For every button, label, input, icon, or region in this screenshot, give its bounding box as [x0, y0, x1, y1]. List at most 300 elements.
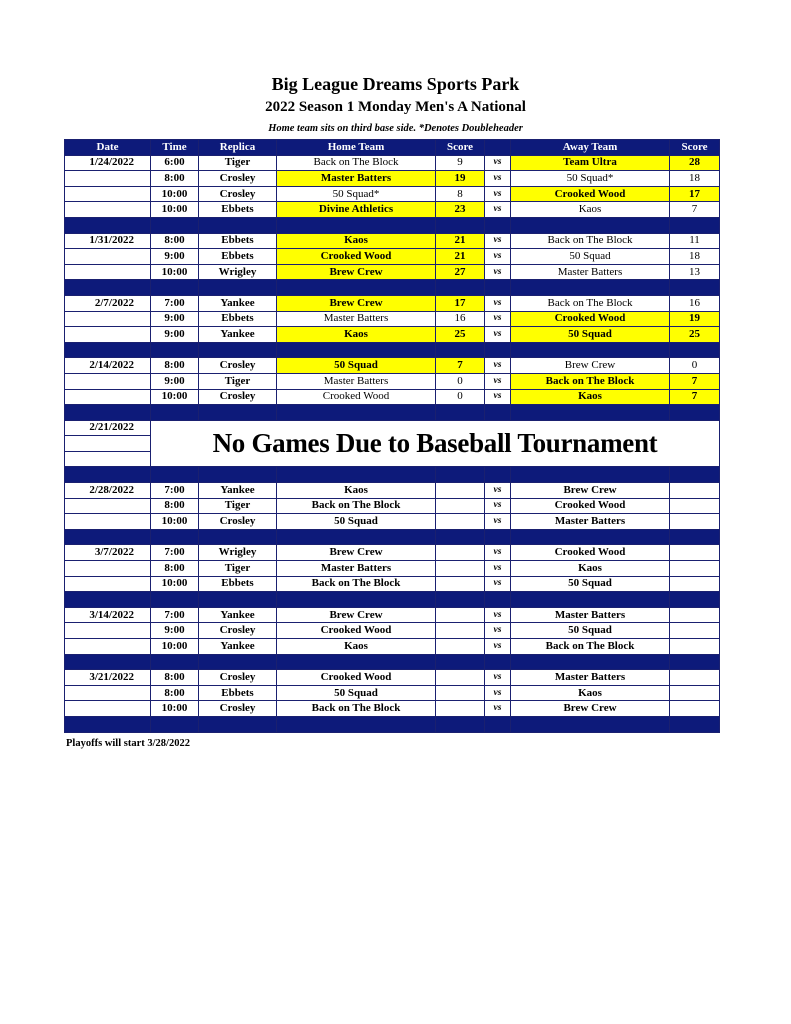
home-score-cell [436, 685, 485, 701]
separator-cell [485, 280, 511, 296]
separator-cell [485, 716, 511, 732]
page-subtitle: 2022 Season 1 Monday Men's A National [265, 99, 526, 115]
separator-row [65, 467, 720, 483]
home-team-cell: Master Batters [277, 311, 436, 327]
separator-cell [511, 405, 670, 421]
game-row [65, 155, 720, 171]
replica-cell: Tiger [199, 498, 277, 514]
away-score-cell [670, 561, 720, 577]
vs-label: vs [485, 327, 511, 343]
time-cell: 9:00 [151, 373, 199, 389]
home-team-cell: Crooked Wood [277, 389, 436, 405]
vs-label: vs [485, 623, 511, 639]
away-team-cell: Crooked Wood [511, 186, 670, 202]
separator-cell [436, 592, 485, 608]
replica-cell: Ebbets [199, 233, 277, 249]
separator-cell [199, 280, 277, 296]
home-team-cell: Back on The Block [277, 701, 436, 717]
replica-cell: Crosley [199, 389, 277, 405]
no-games-message: No Games Due to Baseball Tournament [151, 420, 720, 467]
separator-cell [151, 654, 199, 670]
away-score-cell [670, 670, 720, 686]
home-score-cell [436, 576, 485, 592]
separator-cell [277, 716, 436, 732]
home-team-cell: 50 Squad* [277, 186, 436, 202]
time-cell: 10:00 [151, 701, 199, 717]
game-row [65, 498, 720, 514]
game-row [65, 186, 720, 202]
time-cell: 10:00 [151, 186, 199, 202]
replica-cell: Crosley [199, 623, 277, 639]
separator-cell [151, 592, 199, 608]
away-team-cell: Brew Crew [511, 701, 670, 717]
home-team-cell: Brew Crew [277, 545, 436, 561]
game-row [65, 607, 720, 623]
vs-label: vs [485, 373, 511, 389]
separator-cell [485, 342, 511, 358]
away-team-cell: Back on The Block [511, 233, 670, 249]
home-team-cell: 50 Squad [277, 685, 436, 701]
separator-cell [436, 654, 485, 670]
separator-cell [151, 529, 199, 545]
date-cell [65, 249, 151, 265]
away-score-cell [670, 483, 720, 499]
separator-cell [65, 592, 151, 608]
home-score-cell [436, 639, 485, 655]
date-cell [65, 561, 151, 577]
separator-cell [485, 529, 511, 545]
no-games-row [65, 420, 720, 436]
date-cell: 2/14/2022 [65, 358, 151, 374]
away-score-cell: 7 [670, 373, 720, 389]
separator-cell [277, 342, 436, 358]
away-team-cell: Master Batters [511, 670, 670, 686]
game-row [65, 202, 720, 218]
separator-cell [65, 217, 151, 233]
separator-cell [277, 467, 436, 483]
time-cell: 8:00 [151, 685, 199, 701]
game-row [65, 685, 720, 701]
separator-cell [277, 654, 436, 670]
home-team-cell: Back on The Block [277, 498, 436, 514]
away-team-cell: Kaos [511, 202, 670, 218]
date-cell [65, 639, 151, 655]
replica-cell: Wrigley [199, 264, 277, 280]
home-score-cell [436, 670, 485, 686]
away-team-cell: Brew Crew [511, 483, 670, 499]
home-score-cell: 9 [436, 155, 485, 171]
home-score-cell: 7 [436, 358, 485, 374]
replica-cell: Tiger [199, 373, 277, 389]
vs-label: vs [485, 186, 511, 202]
home-score-cell: 23 [436, 202, 485, 218]
schedule-table [64, 139, 720, 733]
date-cell: 3/14/2022 [65, 607, 151, 623]
away-team-cell: Master Batters [511, 607, 670, 623]
separator-cell [65, 467, 151, 483]
col-header: Score [436, 140, 485, 156]
col-header: Away Team [511, 140, 670, 156]
vs-label: vs [485, 233, 511, 249]
away-team-cell: Crooked Wood [511, 498, 670, 514]
vs-label: vs [485, 171, 511, 187]
separator-cell [670, 592, 720, 608]
vs-label: vs [485, 561, 511, 577]
replica-cell: Yankee [199, 483, 277, 499]
home-score-cell: 8 [436, 186, 485, 202]
time-cell: 10:00 [151, 264, 199, 280]
home-score-cell: 19 [436, 171, 485, 187]
time-cell: 8:00 [151, 358, 199, 374]
replica-cell: Ebbets [199, 576, 277, 592]
separator-cell [436, 529, 485, 545]
date-cell: 1/24/2022 [65, 155, 151, 171]
vs-label: vs [485, 202, 511, 218]
time-cell: 7:00 [151, 545, 199, 561]
home-score-cell [436, 514, 485, 530]
col-header: Replica [199, 140, 277, 156]
separator-cell [199, 405, 277, 421]
separator-cell [65, 716, 151, 732]
home-team-cell: Back on The Block [277, 155, 436, 171]
away-score-cell [670, 514, 720, 530]
date-cell: 3/21/2022 [65, 670, 151, 686]
home-score-cell [436, 623, 485, 639]
home-score-cell: 21 [436, 233, 485, 249]
away-score-cell: 0 [670, 358, 720, 374]
game-row [65, 514, 720, 530]
away-score-cell [670, 545, 720, 561]
vs-label: vs [485, 389, 511, 405]
separator-cell [65, 654, 151, 670]
page-title: Big League Dreams Sports Park [271, 74, 520, 94]
replica-cell: Yankee [199, 639, 277, 655]
date-cell [65, 514, 151, 530]
game-row [65, 311, 720, 327]
away-team-cell: Back on The Block [511, 373, 670, 389]
replica-cell: Ebbets [199, 311, 277, 327]
vs-label: vs [485, 701, 511, 717]
separator-cell [511, 716, 670, 732]
separator-cell [277, 529, 436, 545]
vs-label: vs [485, 483, 511, 499]
away-score-cell: 18 [670, 249, 720, 265]
separator-cell [485, 467, 511, 483]
game-row [65, 389, 720, 405]
separator-cell [485, 217, 511, 233]
separator-row [65, 716, 720, 732]
away-score-cell [670, 607, 720, 623]
away-score-cell [670, 498, 720, 514]
away-team-cell: Kaos [511, 561, 670, 577]
vs-label: vs [485, 155, 511, 171]
home-team-cell: 50 Squad [277, 514, 436, 530]
home-team-cell: Master Batters [277, 171, 436, 187]
home-team-cell: Kaos [277, 639, 436, 655]
time-cell: 8:00 [151, 498, 199, 514]
vs-label: vs [485, 607, 511, 623]
away-score-cell: 19 [670, 311, 720, 327]
vs-label: vs [485, 295, 511, 311]
date-cell: 3/7/2022 [65, 545, 151, 561]
away-team-cell: Master Batters [511, 264, 670, 280]
date-cell [65, 685, 151, 701]
col-header [485, 140, 511, 156]
header-row [65, 140, 720, 156]
away-team-cell: Kaos [511, 389, 670, 405]
home-score-cell [436, 498, 485, 514]
separator-cell [65, 405, 151, 421]
away-team-cell: Back on The Block [511, 295, 670, 311]
replica-cell: Wrigley [199, 545, 277, 561]
home-score-cell [436, 545, 485, 561]
date-cell [65, 389, 151, 405]
time-cell: 10:00 [151, 389, 199, 405]
home-score-cell [436, 701, 485, 717]
time-cell: 7:00 [151, 607, 199, 623]
separator-cell [65, 342, 151, 358]
time-cell: 10:00 [151, 576, 199, 592]
game-row [65, 623, 720, 639]
replica-cell: Crosley [199, 670, 277, 686]
home-score-cell: 27 [436, 264, 485, 280]
replica-cell: Crosley [199, 514, 277, 530]
game-row [65, 639, 720, 655]
replica-cell: Ebbets [199, 249, 277, 265]
time-cell: 9:00 [151, 249, 199, 265]
away-team-cell: 50 Squad* [511, 171, 670, 187]
game-row [65, 701, 720, 717]
separator-cell [65, 280, 151, 296]
date-cell [65, 576, 151, 592]
separator-cell [670, 467, 720, 483]
game-row [65, 295, 720, 311]
game-row [65, 249, 720, 265]
date-cell [65, 311, 151, 327]
separator-row [65, 654, 720, 670]
separator-cell [670, 217, 720, 233]
away-team-cell: 50 Squad [511, 623, 670, 639]
separator-row [65, 217, 720, 233]
home-team-cell: Kaos [277, 483, 436, 499]
home-score-cell: 25 [436, 327, 485, 343]
separator-row [65, 405, 720, 421]
separator-cell [670, 529, 720, 545]
game-row [65, 233, 720, 249]
separator-cell [670, 342, 720, 358]
away-score-cell: 18 [670, 171, 720, 187]
separator-cell [277, 280, 436, 296]
date-cell: 2/28/2022 [65, 483, 151, 499]
home-team-cell: Master Batters [277, 373, 436, 389]
replica-cell: Crosley [199, 171, 277, 187]
home-team-cell: Crooked Wood [277, 623, 436, 639]
away-team-cell: Master Batters [511, 514, 670, 530]
away-team-cell: Crooked Wood [511, 311, 670, 327]
home-score-cell [436, 607, 485, 623]
separator-cell [436, 405, 485, 421]
date-cell: 2/7/2022 [65, 295, 151, 311]
time-cell: 8:00 [151, 561, 199, 577]
replica-cell: Ebbets [199, 202, 277, 218]
separator-row [65, 529, 720, 545]
separator-cell [436, 716, 485, 732]
home-score-cell [436, 483, 485, 499]
separator-cell [151, 716, 199, 732]
date-cell [65, 327, 151, 343]
replica-cell: Yankee [199, 327, 277, 343]
separator-cell [511, 342, 670, 358]
vs-label: vs [485, 249, 511, 265]
separator-cell [277, 405, 436, 421]
date-cell [65, 171, 151, 187]
away-score-cell: 17 [670, 186, 720, 202]
game-row [65, 264, 720, 280]
separator-cell [199, 654, 277, 670]
separator-cell [511, 592, 670, 608]
separator-cell [151, 342, 199, 358]
vs-label: vs [485, 576, 511, 592]
game-row [65, 576, 720, 592]
date-cell [65, 701, 151, 717]
separator-cell [485, 654, 511, 670]
separator-cell [436, 467, 485, 483]
away-score-cell: 25 [670, 327, 720, 343]
date-cell [65, 186, 151, 202]
replica-cell: Tiger [199, 561, 277, 577]
home-team-cell: Kaos [277, 327, 436, 343]
replica-cell: Crosley [199, 358, 277, 374]
separator-cell [670, 280, 720, 296]
date-cell [65, 373, 151, 389]
vs-label: vs [485, 498, 511, 514]
separator-cell [436, 217, 485, 233]
away-score-cell [670, 623, 720, 639]
away-score-cell: 11 [670, 233, 720, 249]
home-score-cell: 0 [436, 389, 485, 405]
away-team-cell: 50 Squad [511, 576, 670, 592]
separator-cell [151, 217, 199, 233]
date-cell: 2/21/2022 [65, 420, 151, 436]
date-cell [65, 623, 151, 639]
col-header: Date [65, 140, 151, 156]
time-cell: 8:00 [151, 233, 199, 249]
separator-cell [511, 654, 670, 670]
home-team-cell: Back on The Block [277, 576, 436, 592]
separator-cell [199, 342, 277, 358]
separator-cell [277, 217, 436, 233]
col-header: Score [670, 140, 720, 156]
separator-cell [199, 467, 277, 483]
time-cell: 7:00 [151, 295, 199, 311]
replica-cell: Ebbets [199, 685, 277, 701]
away-score-cell: 7 [670, 389, 720, 405]
separator-row [65, 280, 720, 296]
home-score-cell: 0 [436, 373, 485, 389]
separator-cell [151, 405, 199, 421]
separator-cell [670, 654, 720, 670]
away-team-cell: Back on The Block [511, 639, 670, 655]
page-note: Home team sits on third base side. *Denotes Doubleheader [268, 123, 523, 134]
game-row [65, 483, 720, 499]
separator-cell [670, 716, 720, 732]
home-score-cell: 17 [436, 295, 485, 311]
away-score-cell: 16 [670, 295, 720, 311]
home-team-cell: Crooked Wood [277, 249, 436, 265]
separator-row [65, 342, 720, 358]
separator-cell [277, 592, 436, 608]
vs-label: vs [485, 639, 511, 655]
separator-cell [199, 529, 277, 545]
date-cell [65, 451, 151, 467]
game-row [65, 327, 720, 343]
replica-cell: Yankee [199, 607, 277, 623]
time-cell: 8:00 [151, 670, 199, 686]
time-cell: 10:00 [151, 202, 199, 218]
away-score-cell [670, 639, 720, 655]
home-score-cell [436, 561, 485, 577]
game-row [65, 545, 720, 561]
home-score-cell: 21 [436, 249, 485, 265]
time-cell: 6:00 [151, 155, 199, 171]
separator-cell [436, 342, 485, 358]
separator-row [65, 592, 720, 608]
vs-label: vs [485, 545, 511, 561]
home-team-cell: Brew Crew [277, 264, 436, 280]
away-score-cell: 7 [670, 202, 720, 218]
game-row [65, 670, 720, 686]
away-score-cell [670, 701, 720, 717]
vs-label: vs [485, 685, 511, 701]
away-score-cell [670, 685, 720, 701]
time-cell: 10:00 [151, 514, 199, 530]
time-cell: 10:00 [151, 639, 199, 655]
footer-note: Playoffs will start 3/28/2022 [66, 738, 190, 749]
away-team-cell: Brew Crew [511, 358, 670, 374]
home-score-cell: 16 [436, 311, 485, 327]
replica-cell: Tiger [199, 155, 277, 171]
away-team-cell: Kaos [511, 685, 670, 701]
game-row [65, 373, 720, 389]
separator-cell [511, 467, 670, 483]
game-row [65, 358, 720, 374]
home-team-cell: Brew Crew [277, 295, 436, 311]
separator-cell [151, 467, 199, 483]
vs-label: vs [485, 514, 511, 530]
date-cell [65, 264, 151, 280]
separator-cell [199, 592, 277, 608]
replica-cell: Crosley [199, 186, 277, 202]
time-cell: 9:00 [151, 623, 199, 639]
date-cell [65, 202, 151, 218]
date-cell [65, 436, 151, 452]
date-cell [65, 498, 151, 514]
home-team-cell: 50 Squad [277, 358, 436, 374]
game-row [65, 561, 720, 577]
separator-cell [151, 280, 199, 296]
time-cell: 9:00 [151, 311, 199, 327]
away-team-cell: 50 Squad [511, 249, 670, 265]
separator-cell [436, 280, 485, 296]
replica-cell: Yankee [199, 295, 277, 311]
game-row [65, 171, 720, 187]
home-team-cell: Kaos [277, 233, 436, 249]
vs-label: vs [485, 264, 511, 280]
separator-cell [199, 716, 277, 732]
away-score-cell: 28 [670, 155, 720, 171]
vs-label: vs [485, 358, 511, 374]
separator-cell [65, 529, 151, 545]
